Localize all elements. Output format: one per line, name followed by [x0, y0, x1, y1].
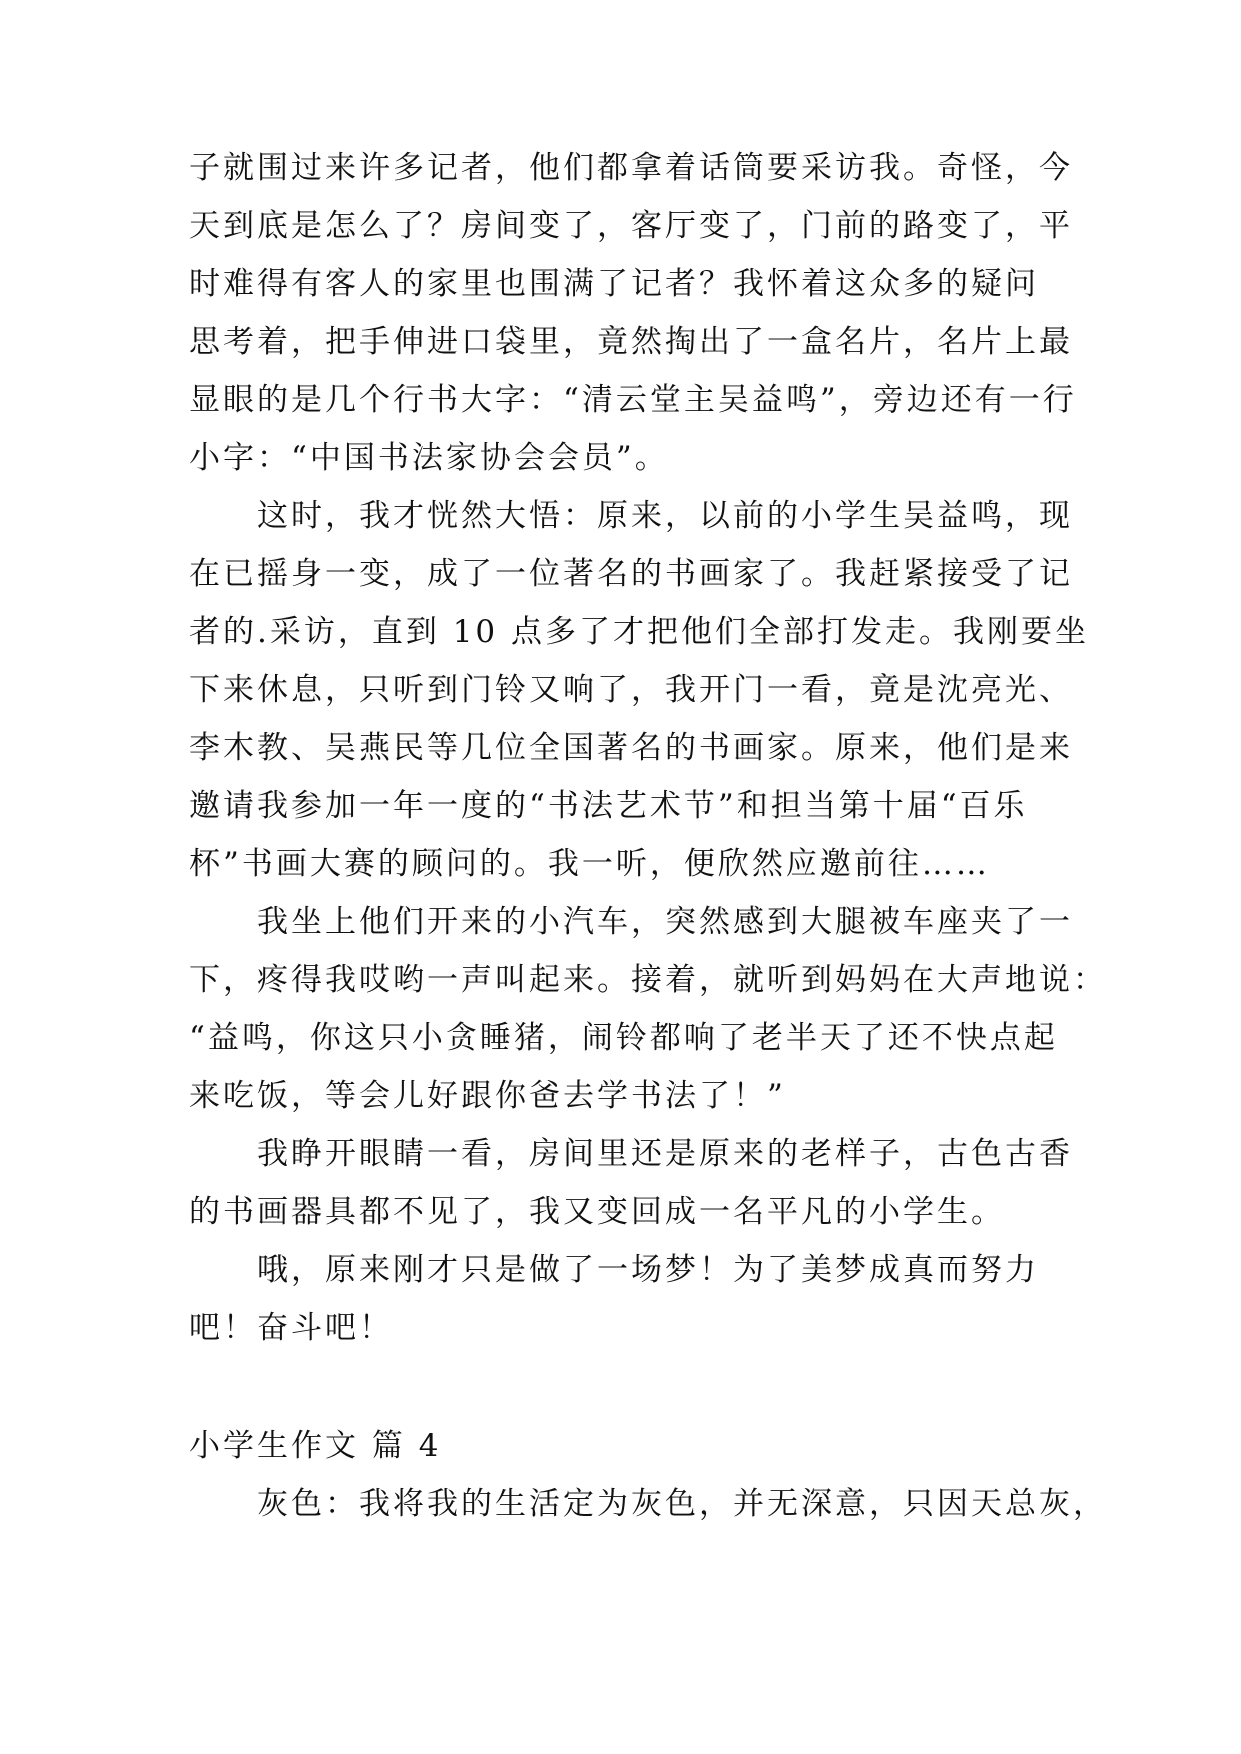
paragraph-1-line-4: 思考着，把手伸进口袋里，竟然掏出了一盒名片，名片上最 — [189, 324, 1073, 360]
paragraph-3-line-4: 来吃饭，等会儿好跟你爸去学书法了！” — [189, 1078, 786, 1114]
paragraph-1-line-2: 天到底是怎么了？房间变了，客厅变了，门前的路变了，平 — [189, 208, 1073, 244]
paragraph-3-line-2: 下，疼得我哎哟一声叫起来。接着，就听到妈妈在大声地说： — [189, 962, 1107, 998]
paragraph-2-line-2: 在已摇身一变，成了一位著名的书画家了。我赶紧接受了记 — [189, 556, 1073, 592]
paragraph-1-line-6: 小字：“中国书法家协会会员”。 — [189, 440, 669, 476]
paragraph-2-line-4: 下来休息，只听到门铃又响了，我开门一看，竟是沈亮光、 — [189, 672, 1073, 708]
paragraph-4-line-1: 我睁开眼睛一看，房间里还是原来的老样子，古色古香 — [257, 1136, 1073, 1172]
paragraph-2-line-6: 邀请我参加一年一度的“书法艺术节”和担当第十届“百乐 — [189, 788, 1028, 824]
section-heading: 小学生作文 篇 4 — [189, 1428, 442, 1464]
paragraph-2-line-1: 这时，我才恍然大悟：原来，以前的小学生吴益鸣，现 — [257, 498, 1073, 534]
paragraph-3-line-1: 我坐上他们开来的小汽车，突然感到大腿被车座夹了一 — [257, 904, 1073, 940]
paragraph-5-line-1: 哦，原来刚才只是做了一场梦！为了美梦成真而努力 — [257, 1252, 1039, 1288]
paragraph-3-line-3: “益鸣，你这只小贪睡猪，闹铃都响了老半天了还不快点起 — [189, 1020, 1058, 1056]
paragraph-1-line-1: 子就围过来许多记者，他们都拿着话筒要采访我。奇怪，今 — [189, 150, 1073, 186]
final-paragraph-line-1: 灰色：我将我的生活定为灰色，并无深意，只因天总灰， — [257, 1486, 1107, 1522]
paragraph-5-line-2: 吧！奋斗吧！ — [189, 1310, 393, 1346]
paragraph-4-line-2: 的书画器具都不见了，我又变回成一名平凡的小学生。 — [189, 1194, 1005, 1230]
paragraph-1-line-3: 时难得有客人的家里也围满了记者？我怀着这众多的疑问 — [189, 266, 1039, 302]
paragraph-1-line-5: 显眼的是几个行书大字：“清云堂主吴益鸣”，旁边还有一行 — [189, 382, 1077, 418]
paragraph-2-line-3: 者的.采访，直到 10 点多了才把他们全部打发走。我刚要坐 — [189, 614, 1090, 650]
paragraph-2-line-5: 李木教、吴燕民等几位全国著名的书画家。原来，他们是来 — [189, 730, 1073, 766]
paragraph-2-line-7: 杯”书画大赛的顾问的。我一听，便欣然应邀前往…… — [189, 846, 990, 882]
